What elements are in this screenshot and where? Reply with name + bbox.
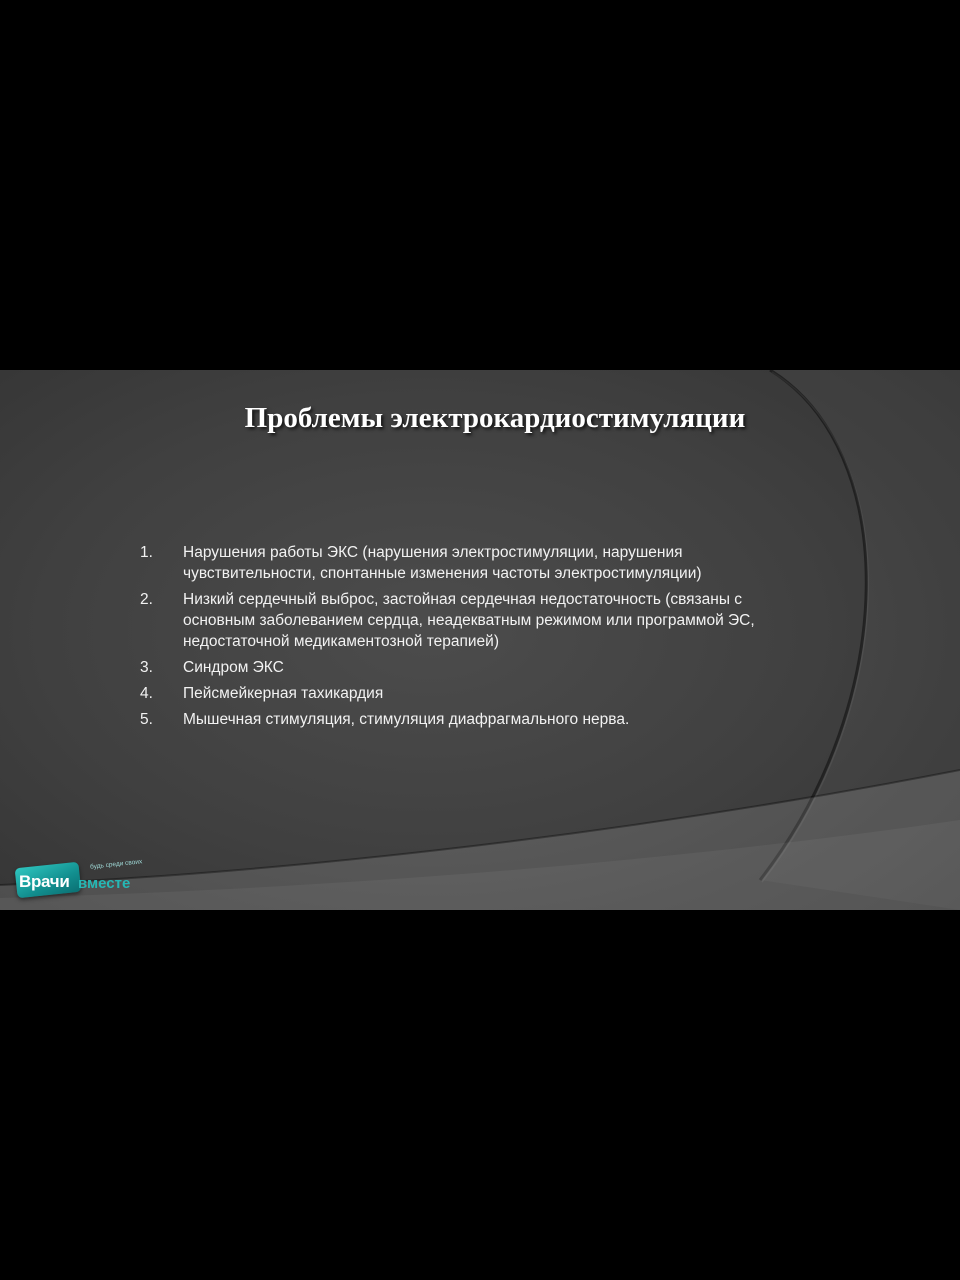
list-item	[138, 542, 818, 584]
logo-word-vmeste: вместе	[78, 875, 131, 892]
list-item-number: 2.	[140, 591, 153, 608]
list-item-text: Низкий сердечный выброс, застойная сердечная недостаточность (связаны с основным заболеванием сердца, неадекватным режимом или программой ЭС, недостаточной медикаментозной терапией)	[183, 591, 755, 650]
logo-tagline: будь среди своих	[89, 858, 143, 871]
list-item-number: 1.	[140, 544, 153, 561]
list-item-number: 3.	[140, 659, 153, 676]
problems-list	[138, 542, 818, 735]
list-item	[138, 709, 818, 730]
list-item	[138, 683, 818, 704]
presentation-slide	[0, 370, 960, 910]
list-item-number: 5.	[140, 711, 153, 728]
vrachi-vmeste-logo	[14, 858, 154, 901]
list-item-text: Синдром ЭКС	[183, 659, 284, 676]
slide-title: Проблемы электрокардиостимуляции	[244, 402, 746, 434]
list-item-text: Мышечная стимуляция, стимуляция диафрагмального нерва.	[183, 711, 630, 728]
logo-word-vrachi: Врачи	[19, 872, 70, 891]
list-item	[138, 657, 818, 678]
list-item-text: Нарушения работы ЭКС (нарушения электростимуляции, нарушения чувствительности, спонтанные изменения частоты электростимуляции)	[183, 544, 702, 582]
list-item	[138, 589, 818, 652]
list-item-text: Пейсмейкерная тахикардия	[183, 685, 384, 702]
list-item-number: 4.	[140, 685, 153, 702]
